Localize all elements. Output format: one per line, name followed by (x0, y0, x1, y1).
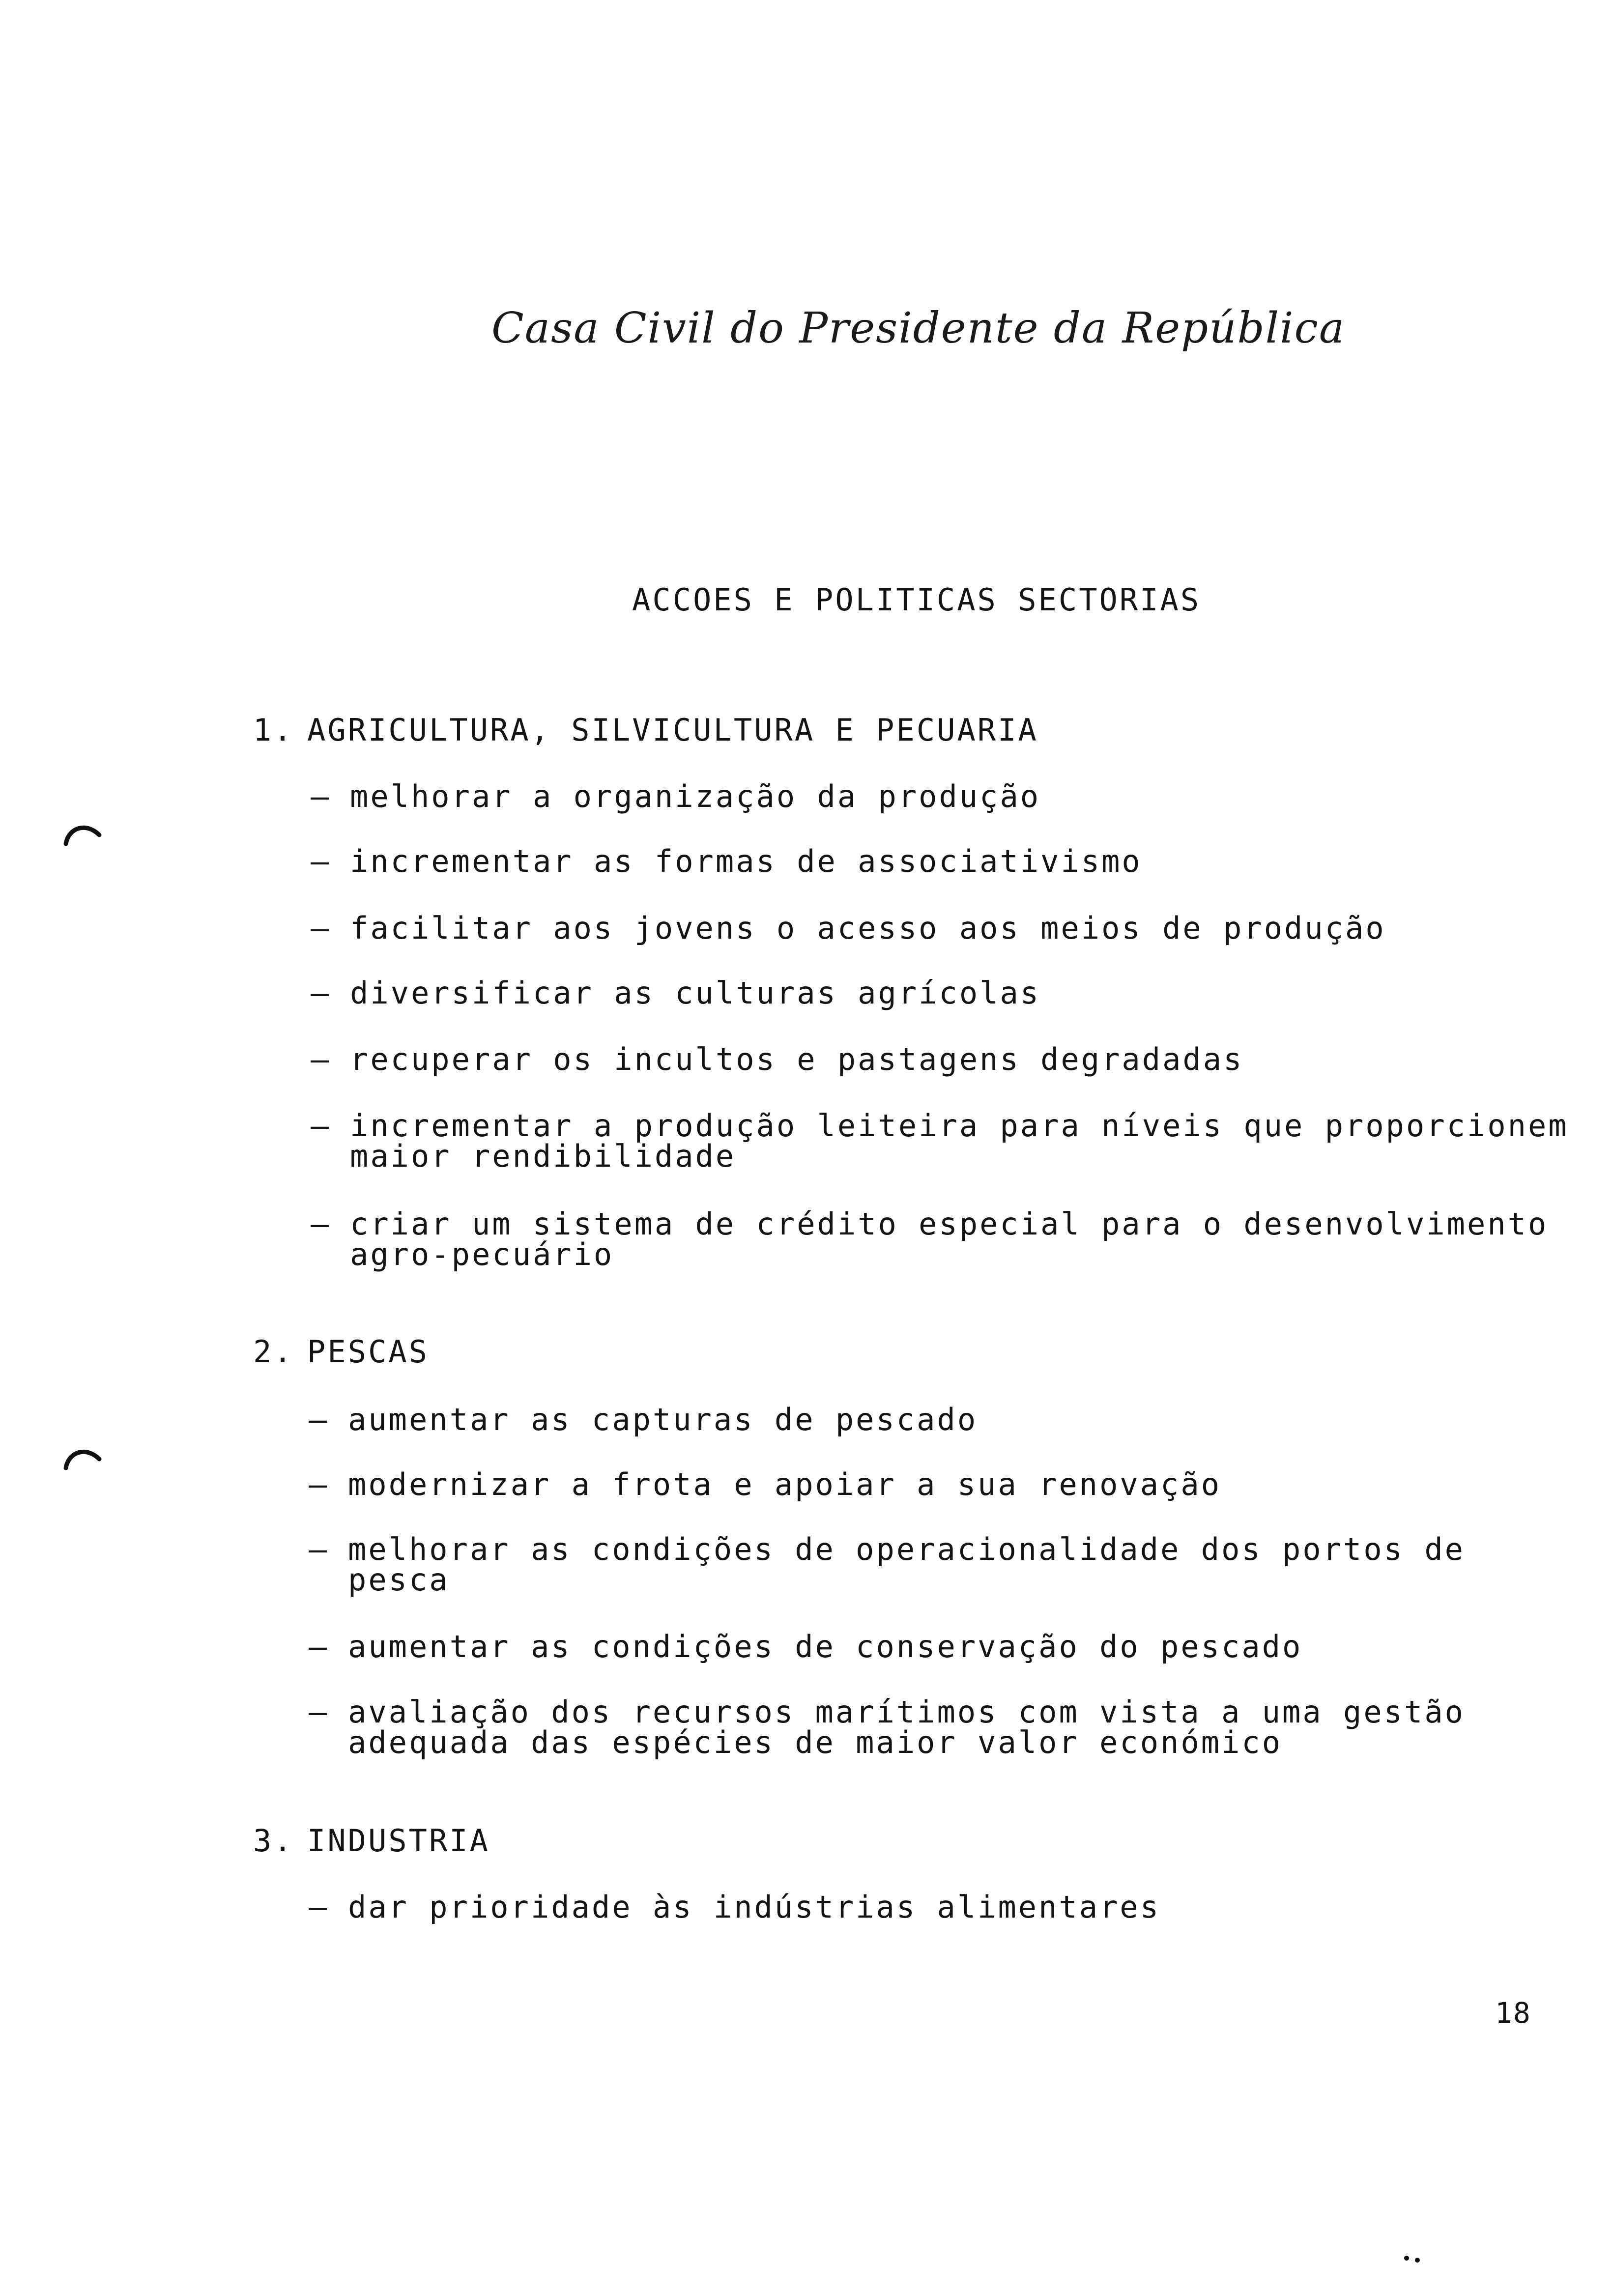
item-text-continuation: pesca (348, 1562, 450, 1598)
item-text-continuation: agro-pecuário (350, 1236, 614, 1272)
list-item (309, 1466, 1222, 1502)
list-item (309, 1402, 978, 1437)
bullet-dash: – (311, 778, 331, 814)
list-item (311, 778, 1041, 814)
section-2-heading (253, 1334, 429, 1370)
list-item (311, 910, 1386, 946)
bullet-dash: – (311, 843, 331, 879)
section-title: PESCAS (307, 1334, 429, 1370)
bullet-dash: – (311, 1108, 331, 1144)
section-number: 2. (253, 1334, 294, 1370)
item-text: avaliação dos recursos marítimos com vista a uma gestão (348, 1694, 1465, 1730)
item-text: facilitar aos jovens o acesso aos meios de produção (350, 910, 1386, 946)
list-item (309, 1629, 1303, 1665)
bullet-dash: – (309, 1402, 329, 1437)
item-text: aumentar as condições de conservação do pescado (348, 1629, 1303, 1665)
bullet-dash: – (311, 1041, 331, 1077)
item-text: aumentar as capturas de pescado (348, 1402, 978, 1437)
section-3-heading (253, 1823, 490, 1859)
list-item (311, 1206, 1549, 1272)
item-text: melhorar as condições de operacionalidade dos portos de (348, 1531, 1465, 1567)
list-item (311, 1108, 1569, 1174)
item-text: incrementar as formas de associativismo (350, 843, 1142, 879)
bullet-dash: – (309, 1531, 329, 1567)
page-number: 18 (1495, 1996, 1531, 2030)
item-text-continuation: maior rendibilidade (350, 1138, 736, 1174)
document-title: ACCOES E POLITICAS SECTORIAS (632, 582, 1201, 618)
punch-hole-mark-icon (63, 1442, 102, 1472)
list-item (311, 843, 1142, 879)
bullet-dash: – (309, 1694, 329, 1730)
item-text-continuation: adequada das espécies de maior valor económico (348, 1724, 1283, 1760)
bullet-dash: – (309, 1466, 329, 1502)
item-text: diversificar as culturas agrícolas (350, 975, 1041, 1011)
section-number: 3. (253, 1823, 294, 1859)
letterhead-text: Casa Civil do Presidente da República (491, 304, 1346, 353)
bullet-dash: – (311, 1206, 331, 1242)
item-text: incrementar a produção leiteira para níveis que proporcionem (350, 1108, 1569, 1144)
list-item (309, 1694, 1465, 1760)
item-text: melhorar a organização da produção (350, 778, 1041, 814)
section-title: INDUSTRIA (307, 1823, 490, 1859)
specks-icon (1401, 2251, 1430, 2266)
list-item (309, 1531, 1465, 1598)
bullet-dash: – (309, 1629, 329, 1665)
section-1-heading (253, 712, 1038, 748)
item-text: criar um sistema de crédito especial para o desenvolvimento (350, 1206, 1549, 1242)
bullet-dash: – (309, 1889, 329, 1925)
list-item (311, 975, 1041, 1011)
list-item (311, 1041, 1244, 1077)
bullet-dash: – (311, 910, 331, 946)
item-text: dar prioridade às indústrias alimentares (348, 1889, 1161, 1925)
bullet-dash: – (311, 975, 331, 1011)
section-number: 1. (253, 712, 294, 748)
letterhead (491, 304, 1346, 353)
item-text: recuperar os incultos e pastagens degradadas (350, 1041, 1244, 1077)
list-item (309, 1889, 1161, 1925)
item-text: modernizar a frota e apoiar a sua renovação (348, 1466, 1222, 1502)
section-title: AGRICULTURA, SILVICULTURA E PECUARIA (307, 712, 1038, 748)
punch-hole-mark-icon (63, 818, 102, 848)
